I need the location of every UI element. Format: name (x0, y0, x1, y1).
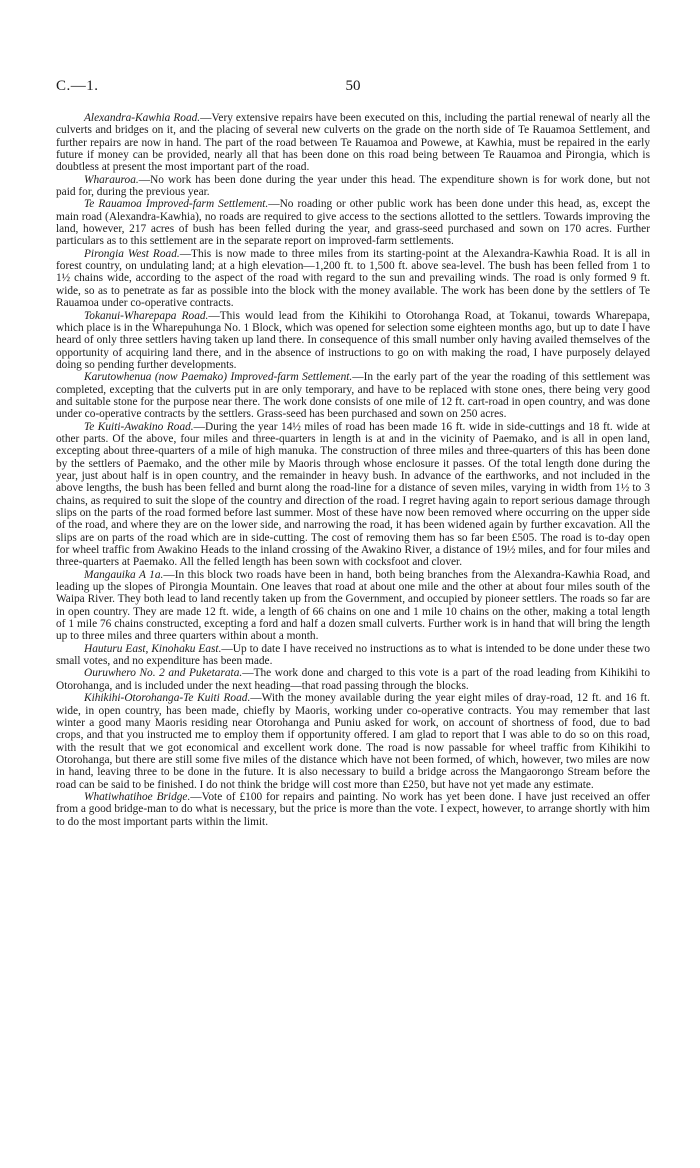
paragraph-text: —In the early part of the year the roading of this settlement was completed, excepting that the culverts put in are only temporary, and have to be replaced with stone ones, there being very good and suitable stone for the purpose near there. The work done consists of one mile of 12 ft. cart-road in open country, and was done under co-operative contracts by the settlers. Grass-seed has been purchased and sown on 250 acres. (56, 371, 650, 421)
paragraph-text: —Very extensive repairs have been executed on this, including the partial renewal of nearly all the culverts and bridges on it, and the placing of several new culverts on the grade on the north side of Te Rauamoa Settlement, and further repairs are now in hand. The part of the road between Te Rauamoa and Powewe, at Kawhia, must be repaired in the early future if money can be provided, nearly all that has been done on this road being between Te Rauamoa and Pirongia, which is doubtless at present the most important part of the road. (56, 112, 650, 174)
paragraph-te-rauamoa-settlement (56, 198, 650, 247)
paragraph-text: —This would lead from the Kihikihi to Otorohanga Road, at Tokanui, towards Wharepapa, which place is in the Wharepuhunga No. 1 Block, which was opened for selection some eighteen months ago, but up to date I have heard of only three settlers having taken up land there. In consequence of this small number only having availed themselves of the opportunity of acquiring land there, and in the absence of instructions to go on with making the road, I have purposely delayed doing so pending further developments. (56, 309, 650, 371)
paragraph-title: Kihikihi-Otorohanga-Te Kuiti Road. (84, 692, 251, 705)
paragraph-text: —The work done and charged to this vote is a part of the road leading from Kihikihi to Otorohanga, and is included under the next heading—that road passing through the blocks. (56, 667, 651, 692)
paragraph-text: —In this block two roads have been in hand, both being branches from the Alexandra-Kawhia Road, and leading up the slopes of Pirongia Mountain. One leaves that road at about one mile and the other at about four miles south of the Waipa River. They both lead to land recently taken up from the Government, and occupied by pioneer settlers. The roads so far are in open country. They are made 12 ft. wide, a length of 66 chains on one and 1 mile 10 chains on the other, making a total length of 1 mile 76 chains constructed, excepting a ford and half a dozen small culverts. Further work is in hand that will bring the length up to three miles and three quarters within about a month. (56, 568, 650, 643)
paragraph-wharauroa (56, 174, 650, 199)
paragraph-mangauika (56, 569, 650, 643)
paragraph-kihikihi-otorohanga-road (56, 692, 650, 791)
paragraph-text: —With the money available during the year eight miles of dray-road, 12 ft. and 16 ft. wide, in open country, has been made, chiefly by Maoris, working under co-operative contracts. You may remember that last winter a good many Maoris residing near Otorohanga and Puniu asked for work, on account of shortness of food, due to bad crops, and that you instructed me to employ them if opportunity offered. I am glad to report that I was able to do so on this road, with the result that we got economical and excellent work done. The road is now passable for wheel traffic from Kihikihi to Otorohanga, but there are still some five miles of the distance which have not been formed, of which, however, two miles are now in hand, leaving three to be done in the future. It is also necessary to build a bridge across the Mangaorongo Stream before the road can be said to be finished. I do not think the bridge will cost more than £250, but have not yet made any estimate. (56, 692, 650, 791)
paragraph-title: Pirongia West Road. (84, 247, 180, 260)
paragraph-text: —Vote of £100 for repairs and painting. No work has yet been done. I have just received an offer from a good bridge-man to do what is necessary, but the price is more than the vote. I expect, however, to arrange shortly with him to do the most important parts within the limit. (56, 790, 650, 828)
paragraph-hauturu-kinohaku (56, 643, 650, 668)
paragraph-text: —No roading or other public work has been done under this head, as, except the main road (Alexandra-Kawhia), no roads are required to give access to the sections allotted to the settlers. Towards improving the land, however, 217 acres of bush has been felled during the year, and grass-seed purchased and sown on 170 acres. Further particulars as to this settlement are in the separate report on improved-farm settlements. (56, 198, 650, 248)
paragraph-title: Karutowhenua (now Paemako) Improved-farm Settlement. (84, 371, 353, 384)
paragraph-title: Ouruwhero No. 2 and Puketarata. (84, 667, 243, 680)
page-number: 50 (345, 78, 361, 94)
paragraph-title: Alexandra-Kawhia Road. (84, 112, 201, 124)
paragraph-text: —During the year 14½ miles of road has been made 16 ft. wide in side-cuttings and 18 ft. wide at other parts. Of the above, four miles and three-quarters in length is at and in the vicinity of Paemako, and is all in open land, excepting about three-quarters of a mile of high manuka. The construction of three miles and three-quarters of this has been done by the settlers of Paemako, and the other mile by Maoris through whose enclosure it passes. Of the total length done during the year, just about half is in open country, and the remainder in heavy bush. In advance of the earthworks, and not included in the above lengths, the bush has been felled and burnt along the road-line for a distance of seven miles, varying in width from 1½ to 3 chains, as required to suit the slope of the country and direction of the road. I regret having again to report serious damage through slips on the parts of the road formed before last summer. Most of these have now been removed where occurring on the upper side of the road, and where they are on the lower side, and narrowing the road, it has been widened again by further excavation. All the slips are on parts of the road which are in side-cutting. The cost of removing them has so far been £505. The road is to-day open for wheel traffic from Awakino Heads to the inland crossing of the Awakino River, a distance of 19½ miles, and for four miles and three-quarters at Paemako. All the felled length has been sown with cocksfoot and clover. (56, 420, 651, 569)
paragraph-text: —This is now made to three miles from its starting-point at the Alexandra-Kawhia Road. It is all in forest country, on undulating land; at a high elevation—1,200 ft. to 1,500 ft. above sea-level. The bush has been felled from 1 to 1½ chains wide, according to the aspect of the road with regard to the sun and prevailing winds. The road is only formed 9 ft. wide, so as to penetrate as far as possible into the block with the money available. The work has been done by the settlers of Te Rauamoa under co-operative contracts. (56, 247, 650, 310)
paragraph-whatiwhatihoe-bridge (56, 791, 650, 828)
paragraph-title: Tokanui-Wharepapa Road. (84, 309, 209, 322)
paragraph-title: Wharauroa. (84, 173, 139, 186)
paragraph-text: —No work has been done during the year under this head. The expenditure shown is for work done, but not paid for, during the previous year. (56, 173, 650, 199)
paragraph-title: Mangauika A 1a. (84, 568, 164, 581)
paragraph-karutowhenua-settlement (56, 371, 650, 420)
paragraph-title: Te Kuiti-Awakino Road. (84, 420, 194, 433)
paragraph-title: Whatiwhatihoe Bridge. (84, 790, 191, 803)
paragraph-ouruwhero-puketarata (56, 667, 650, 692)
paragraph-pirongia-west-road (56, 248, 650, 310)
paragraph-title: Te Rauamoa Improved-farm Settlement. (84, 198, 269, 211)
paragraph-text: —Up to date I have received no instructions as to what is intended to be done under these two small votes, and no expenditure has been made. (56, 642, 650, 668)
document-reference: C.—1. (56, 78, 99, 94)
paragraph-te-kuiti-awakino-road (56, 421, 650, 569)
paragraph-alexandra-kawhia-road (56, 112, 650, 174)
report-body (56, 112, 650, 828)
paragraph-title: Hauturu East, Kinohaku East. (84, 642, 222, 655)
page-header (56, 78, 650, 98)
paragraph-tokanui-wharepapa-road (56, 310, 650, 372)
